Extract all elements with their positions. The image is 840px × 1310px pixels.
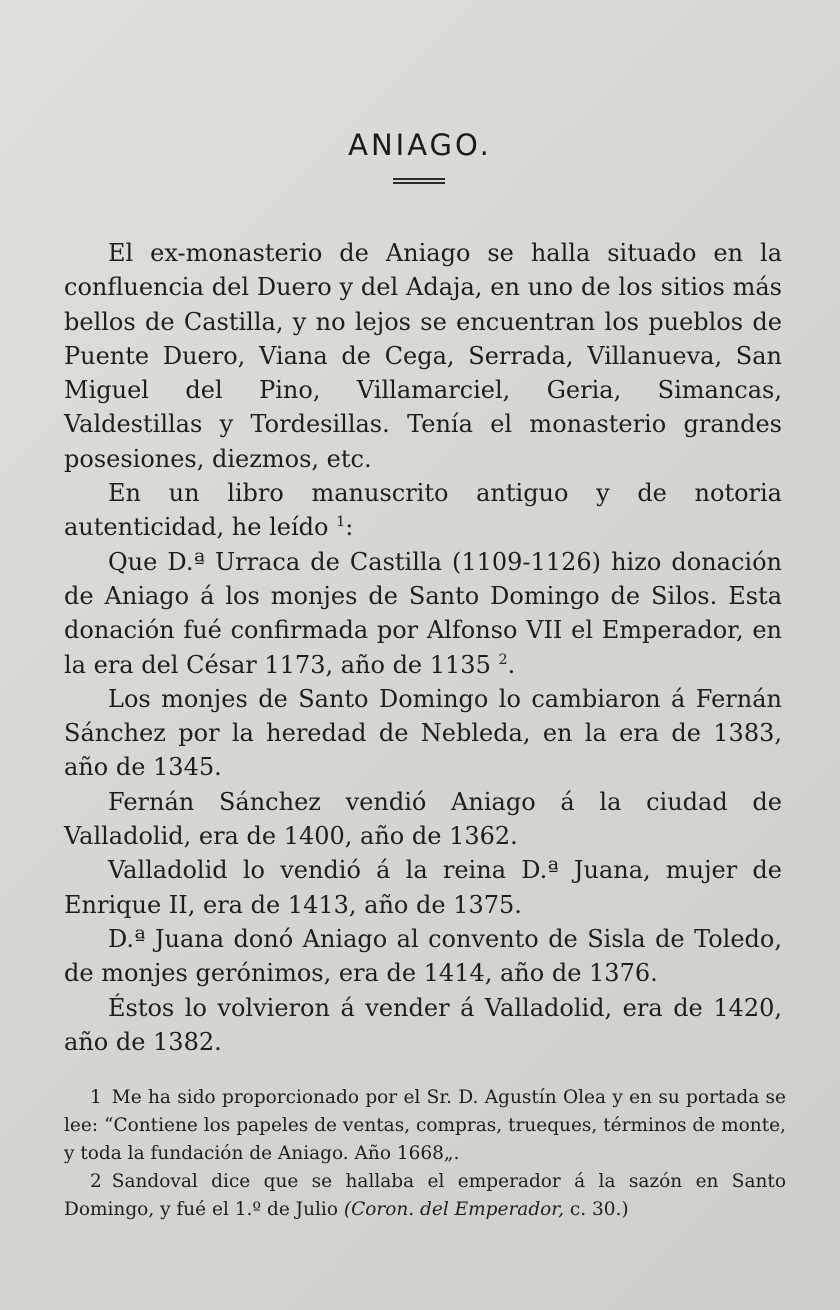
paragraph-7: D.ª Juana donó Aniago al convento de Sisla de Toledo, de monjes gerónimos, era de 1414, año de 1376. <box>64 924 782 988</box>
paragraph-1: El ex-monasterio de Aniago se halla situado en la confluencia del Duero y del Adaja, en uno de los sitios más bellos de Castilla, y no lejos se encuentran los pueblos de Puente Duero, Viana de Cega, Serrada, Villanueva, San Miguel del Pino, Villamarciel, Geria, Simancas, Valdestillas y Tordesillas. Tenía el monasterio grandes posesiones, diezmos, etc. <box>64 239 782 473</box>
footnote-1: 1 Me ha sido proporcionado por el Sr. D. Agustín Olea y en su portada se lee: “Contiene los papeles de ventas, compras, trueques, términos de monte, y toda la fundación de Aniago. Año 1668„. <box>64 1087 786 1164</box>
footnote-ref-1: 1 <box>336 514 346 531</box>
paragraph-2: En un libro manuscrito antiguo y de notoria autenticidad, he leído $^1$: <box>64 479 782 542</box>
footnote-2: 2 Sandoval dice que se hallaba el emperador á la sazón en Santo Domingo, y fué el 1.º de Julio (Coron. del Emperador, c. 30.) <box>64 1171 786 1220</box>
paragraph-3: Que D.ª Urraca de Castilla (1109-1126) hizo donación de Aniago á los monjes de Santo Domingo de Silos. Esta donación fué confirmada por Alfonso VII el Emperador, en la era del César 1173, año de 1135 $^2$. <box>64 547 782 679</box>
citation: (Coron. del Emperador, <box>343 1199 564 1220</box>
footnotes <box>64 1084 786 1224</box>
chapter-title: ANIAGO. <box>348 128 492 162</box>
paragraph-5: Fernán Sánchez vendió Aniago á la ciudad de Valladolid, era de 1400, año de 1362. <box>64 787 782 851</box>
paragraph-4: Los monjes de Santo Domingo lo cambiaron á Fernán Sánchez por la heredad de Nebleda, en la era de 1383, año de 1345. <box>64 684 782 782</box>
footnote-ref-2: 2 <box>498 651 508 668</box>
title-double-rule <box>393 178 445 184</box>
footnote-number: 2 <box>90 1171 102 1192</box>
footnote-number: 1 <box>90 1087 102 1108</box>
paragraph-6: Valladolid lo vendió á la reina D.ª Juana, mujer de Enrique II, era de 1413, año de 1375. <box>64 856 782 919</box>
paragraph-8: Éstos lo volvieron á vender á Valladolid, era de 1420, año de 1382. <box>64 993 782 1056</box>
body-text <box>64 236 782 1059</box>
